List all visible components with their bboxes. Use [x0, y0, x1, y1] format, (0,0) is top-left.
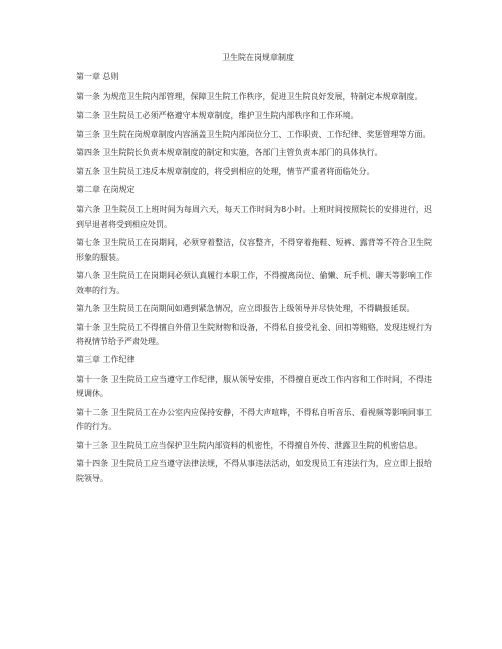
document-page [76, 52, 432, 490]
section-heading: 第三章 工作纪律 [76, 354, 135, 364]
article-paragraph: 第十条 卫生院员工不得擅自外借卫生院财物和设备，不得私自接受礼金、回扣等贿赂，发现违规行为将视情节给予严肃处理。 [76, 322, 432, 346]
section-heading: 第一章 总则 [76, 72, 119, 81]
article-paragraph: 第四条 卫生院院长负责本规章制度的制定和实施，各部门主管负责本部门的具体执行。 [76, 148, 383, 157]
section-heading: 第二章 在岗规定 [76, 185, 135, 194]
article-paragraph: 第七条 卫生院员工在岗期间，必须穿着整洁，仪容整齐，不得穿着拖鞋、短裤、露背等不符合卫生院形象的服装。 [76, 238, 432, 262]
article-paragraph: 第五条 卫生院员工违反本规章制度的，将受到相应的处理，情节严重者将面临处分。 [76, 167, 375, 176]
article-paragraph: 第一条 为规范卫生院内部管理，保障卫生院工作秩序，促进卫生院良好发展，特制定本规章制度。 [76, 92, 423, 101]
article-paragraph: 第三条 卫生院在岗规章制度内容涵盖卫生院内部岗位分工、工作职责、工作纪律、奖惩管理等方面。 [76, 129, 431, 139]
document-title: 卫生院在岗规章制度 [222, 53, 294, 62]
article-paragraph: 第十三条 卫生院员工应当保护卫生院内部资料的机密性，不得擅自外传、泄露卫生院的机密信息。 [76, 440, 423, 450]
article-paragraph: 第十一条 卫生院员工应当遵守工作纪律，服从领导安排，不得擅自更改工作内容和工作时间，不得违规调休。 [76, 374, 432, 398]
article-paragraph: 第十二条 卫生院员工在办公室内应保持安静，不得大声喧哗，不得私自听音乐、看视频等影响同事工作的行为。 [76, 407, 432, 431]
article-paragraph: 第二条 卫生院员工必须严格遵守本规章制度，维护卫生院内部秩序和工作环境。 [76, 110, 359, 120]
article-paragraph: 第九条 卫生院员工在岗期间如遇到紧急情况，应立即报告上级领导并尽快处理，不得瞒报延误。 [76, 304, 415, 313]
article-paragraph: 第八条 卫生院员工在岗期间必须认真履行本职工作，不得擅离岗位、偷懒、玩手机、聊天等影响工作效率的行为。 [76, 271, 432, 295]
article-paragraph: 第十四条 卫生院员工应当遵守法律法规，不得从事违法活动，如发现员工有违法行为，应立即上报给院领导。 [76, 459, 432, 483]
article-paragraph: 第六条 卫生院员工上班时间为每周六天，每天工作时间为8小时。上班时间按照院长的安排进行，迟到早退者将受到相应处罚。 [76, 205, 432, 229]
